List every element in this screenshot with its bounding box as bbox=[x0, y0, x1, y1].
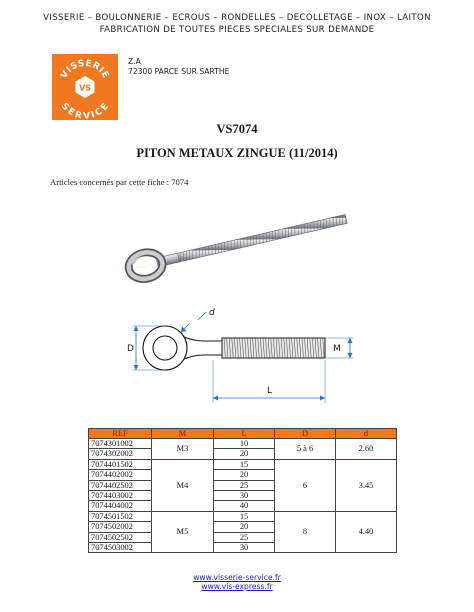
col-header-ref: REF bbox=[89, 429, 152, 439]
col-header-D: D bbox=[275, 429, 336, 439]
eye-bolt-photo bbox=[115, 204, 355, 284]
cell-D: 5 à 6 bbox=[275, 439, 336, 460]
address-line-1: Z.A bbox=[128, 57, 141, 66]
col-header-d: d bbox=[336, 429, 397, 439]
header-line-2: FABRICATION DE TOUTES PIECES SPECIALES SUR DEMANDE bbox=[99, 25, 375, 35]
cell-ref: 7074503002 bbox=[89, 543, 152, 553]
cell-ref: 7074401502 bbox=[89, 459, 152, 469]
cell-ref: 7074501502 bbox=[89, 511, 152, 521]
cell-ref: 7074404002 bbox=[89, 501, 152, 511]
cell-ref: 7074402502 bbox=[89, 480, 152, 490]
cell-m: M4 bbox=[152, 459, 214, 511]
table-row bbox=[89, 511, 397, 521]
cell-l: 25 bbox=[214, 480, 275, 490]
cell-ref: 7074403002 bbox=[89, 491, 152, 501]
dimension-label-D: D bbox=[127, 344, 134, 354]
cell-D: 8 bbox=[275, 511, 336, 553]
cell-l: 25 bbox=[214, 532, 275, 542]
dimension-label-L: L bbox=[267, 386, 273, 396]
cell-d: 2.60 bbox=[336, 439, 397, 460]
spec-table bbox=[88, 428, 397, 553]
address-line-2: 72300 PARCE SUR SARTHE bbox=[128, 67, 230, 76]
cell-d: 3.45 bbox=[336, 459, 397, 511]
cell-m: M5 bbox=[152, 511, 214, 553]
dimension-label-M: M bbox=[333, 344, 341, 354]
cell-ref: 7074301002 bbox=[89, 439, 152, 449]
cell-l: 40 bbox=[214, 501, 275, 511]
cell-ref: 7074502502 bbox=[89, 532, 152, 542]
header-line-1: VISSERIE – BOULONNERIE – ECROUS – RONDELLES – DECOLLETAGE – INOX – LAITON bbox=[43, 13, 431, 23]
cell-l: 30 bbox=[214, 491, 275, 501]
col-header-m: M bbox=[152, 429, 214, 439]
product-title: PITON METAUX ZINGUE (11/2014) bbox=[136, 146, 338, 160]
cell-l: 20 bbox=[214, 470, 275, 480]
cell-D: 6 bbox=[275, 459, 336, 511]
product-ref: VS7074 bbox=[216, 122, 258, 136]
cell-m: M3 bbox=[152, 439, 214, 460]
articles-note: Articles concernés par cette fiche : 7074 bbox=[50, 177, 189, 187]
logo-text-top: VISSERIE bbox=[59, 58, 111, 81]
company-logo bbox=[52, 54, 118, 120]
cell-l: 10 bbox=[214, 439, 275, 449]
dimension-label-d: d bbox=[209, 308, 215, 318]
technical-drawing bbox=[118, 300, 358, 410]
cell-l: 30 bbox=[214, 543, 275, 553]
cell-l: 20 bbox=[214, 522, 275, 532]
cell-d: 4.40 bbox=[336, 511, 397, 553]
table-header-row bbox=[89, 429, 397, 439]
cell-ref: 7074502002 bbox=[89, 522, 152, 532]
cell-l: 20 bbox=[214, 449, 275, 459]
table-row bbox=[89, 439, 397, 449]
logo-text-bottom: SERVICE bbox=[58, 101, 112, 120]
col-header-l: L bbox=[214, 429, 275, 439]
logo-monogram: VS bbox=[79, 83, 91, 93]
footer-link-visserie[interactable]: www.visserie-service.fr bbox=[193, 573, 281, 582]
cell-ref: 7074302002 bbox=[89, 449, 152, 459]
footer-link-vis-express[interactable]: www.vis-express.fr bbox=[201, 582, 273, 591]
cell-ref: 7074402002 bbox=[89, 470, 152, 480]
cell-l: 15 bbox=[214, 459, 275, 469]
table-row bbox=[89, 459, 397, 469]
cell-l: 15 bbox=[214, 511, 275, 521]
